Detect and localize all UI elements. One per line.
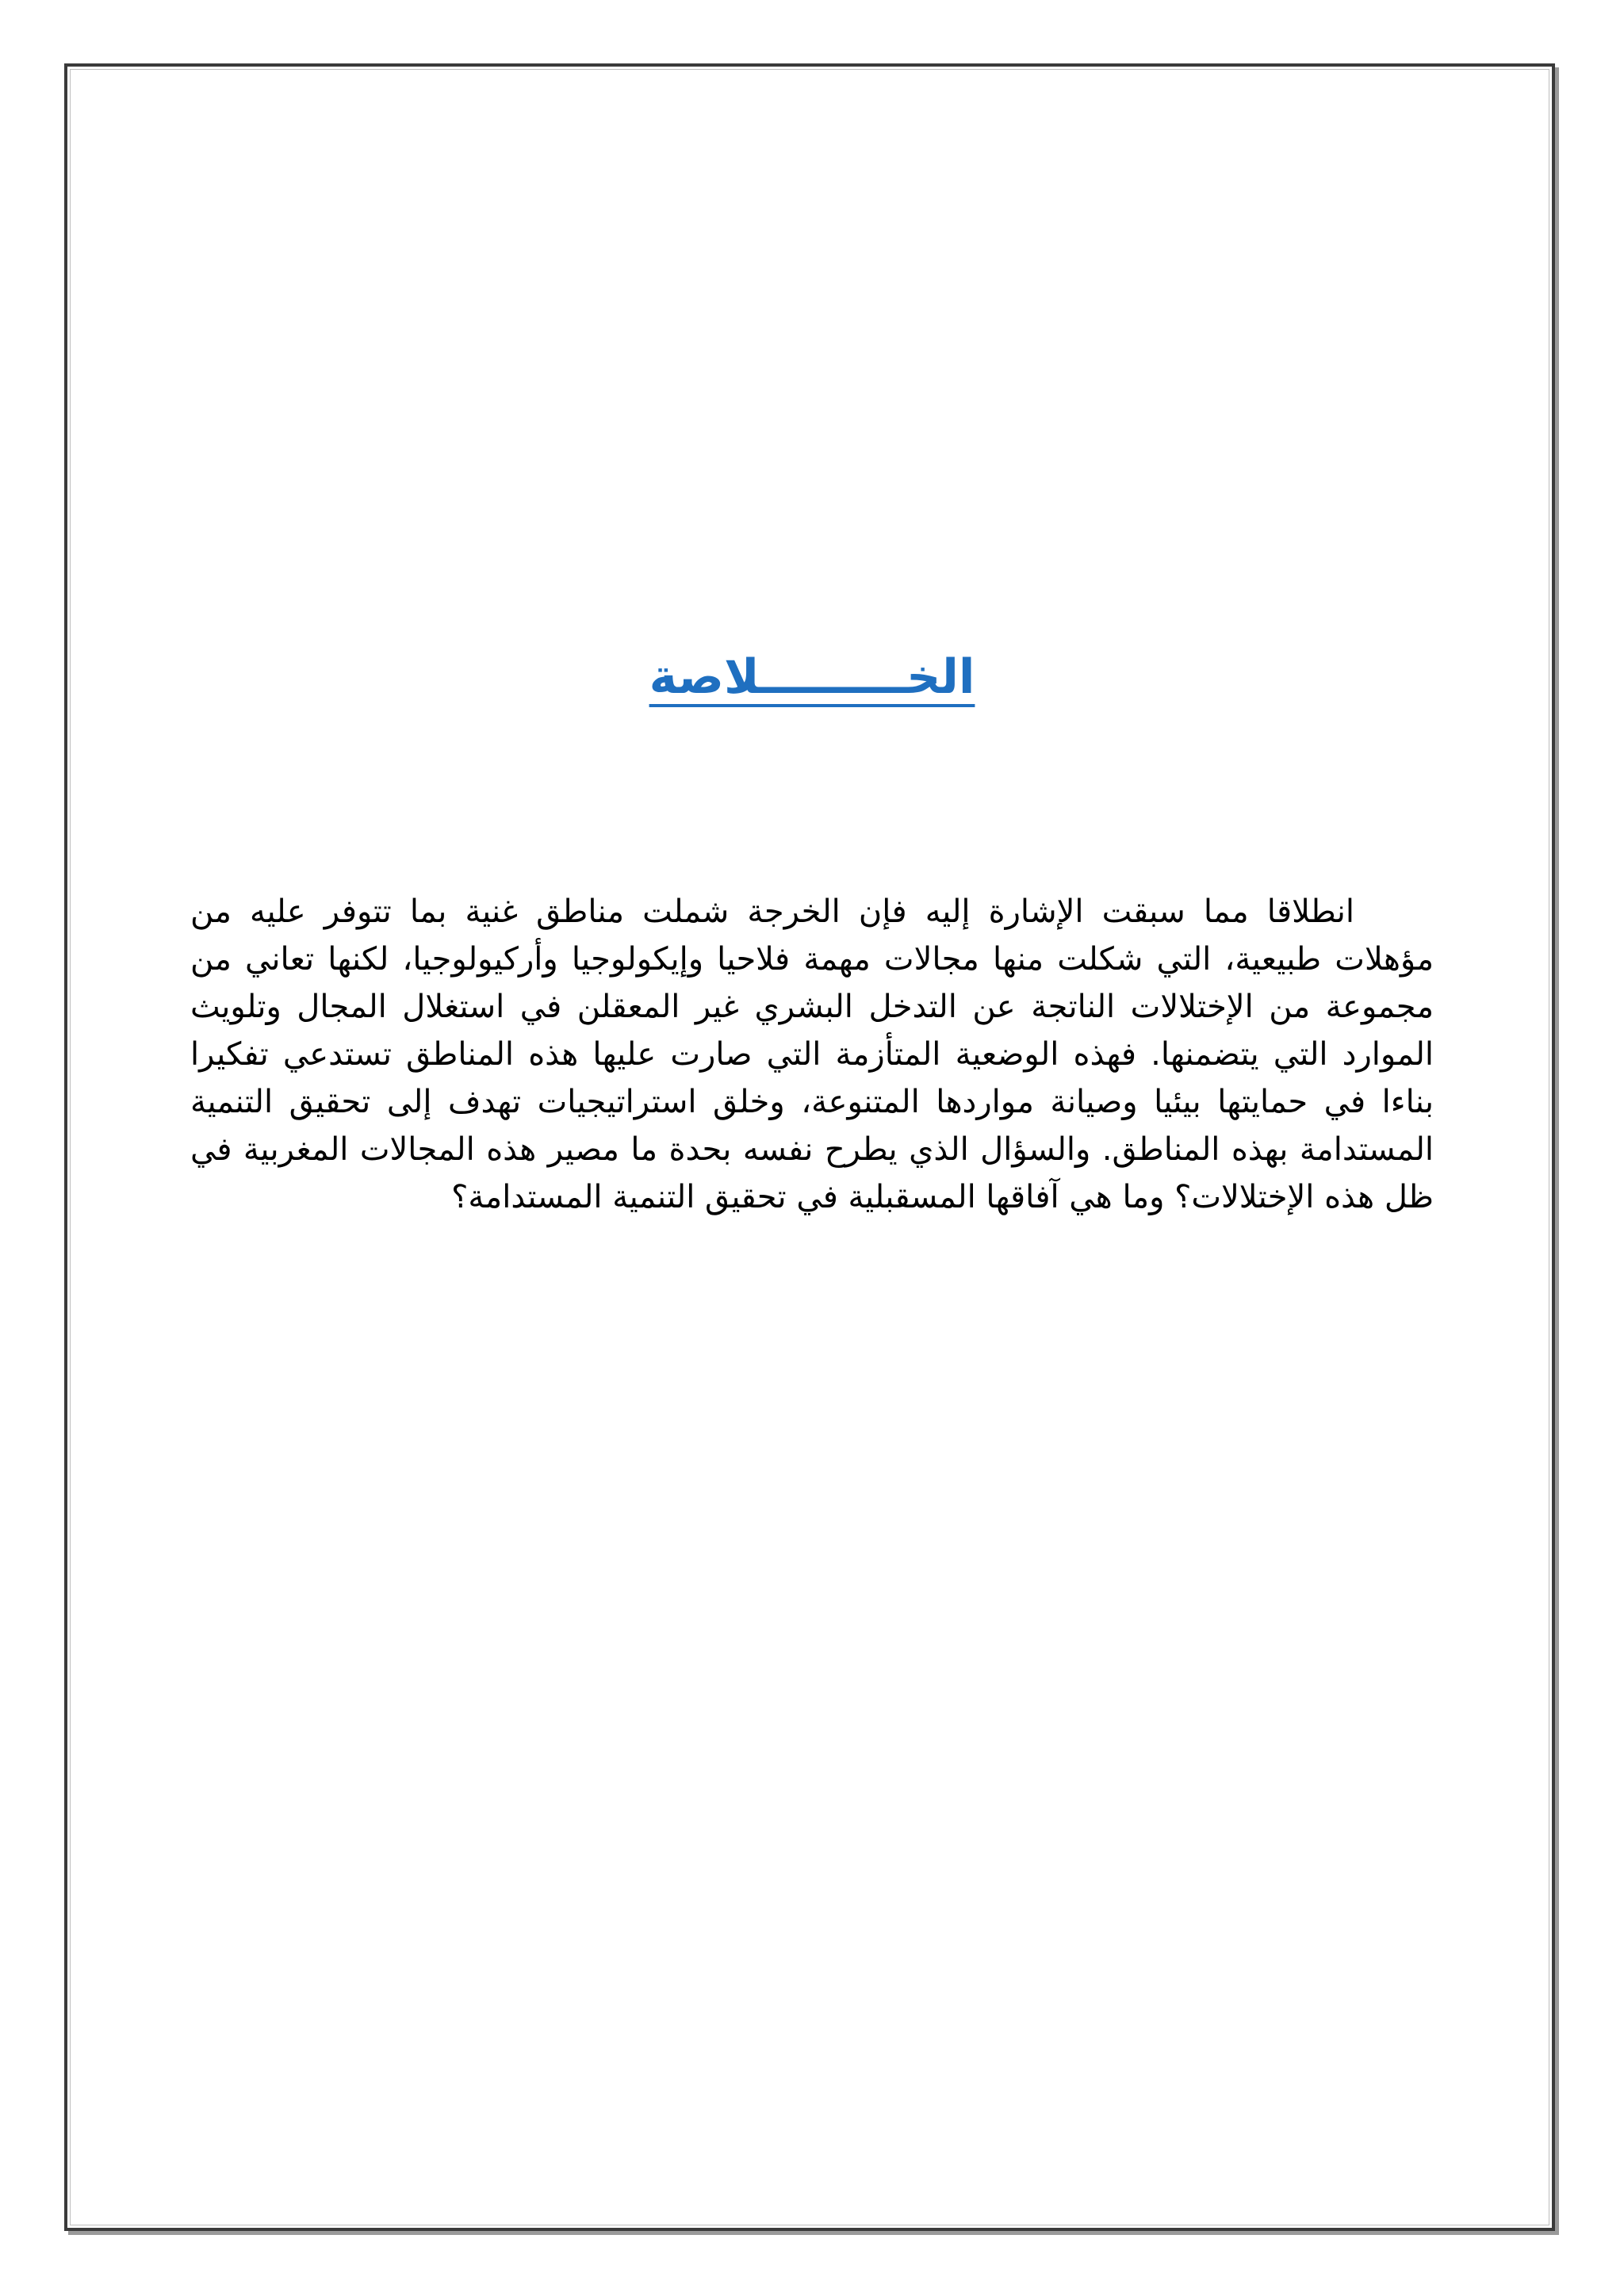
- conclusion-paragraph: انطلاقا مما سبقت الإشارة إليه فإن الخرجة شملت مناطق غنية بما تتوفر عليه من مؤهلات طبيعية، التي شكلت منها مجالات مهمة فلاحيا وإيكولوجيا وأركيولوجيا، لكنها تعاني من مجموعة من الإختلالات الناتجة عن التدخل البشري غير المعقلن في استغلال المجال وتلويث الموارد التي يتضمنها. فهذه الوضعية المتأزمة التي صارت عليها هذه المناطق تستدعي تفكيرا بناءا في حمايتها بيئيا وصيانة مواردها المتنوعة، وخلق استراتيجيات تهدف إلى تحقيق التنمية المستدامة بهذه المناطق. والسؤال الذي يطرح نفسه بحدة ما مصير هذه المجالات المغربية في ظل هذه الإختلالات؟ وما هي آفاقها المسقبلية في تحقيق التنمية المستدامة؟: [190, 894, 1434, 1215]
- page-title: الخـــــــــلاصة: [649, 649, 975, 705]
